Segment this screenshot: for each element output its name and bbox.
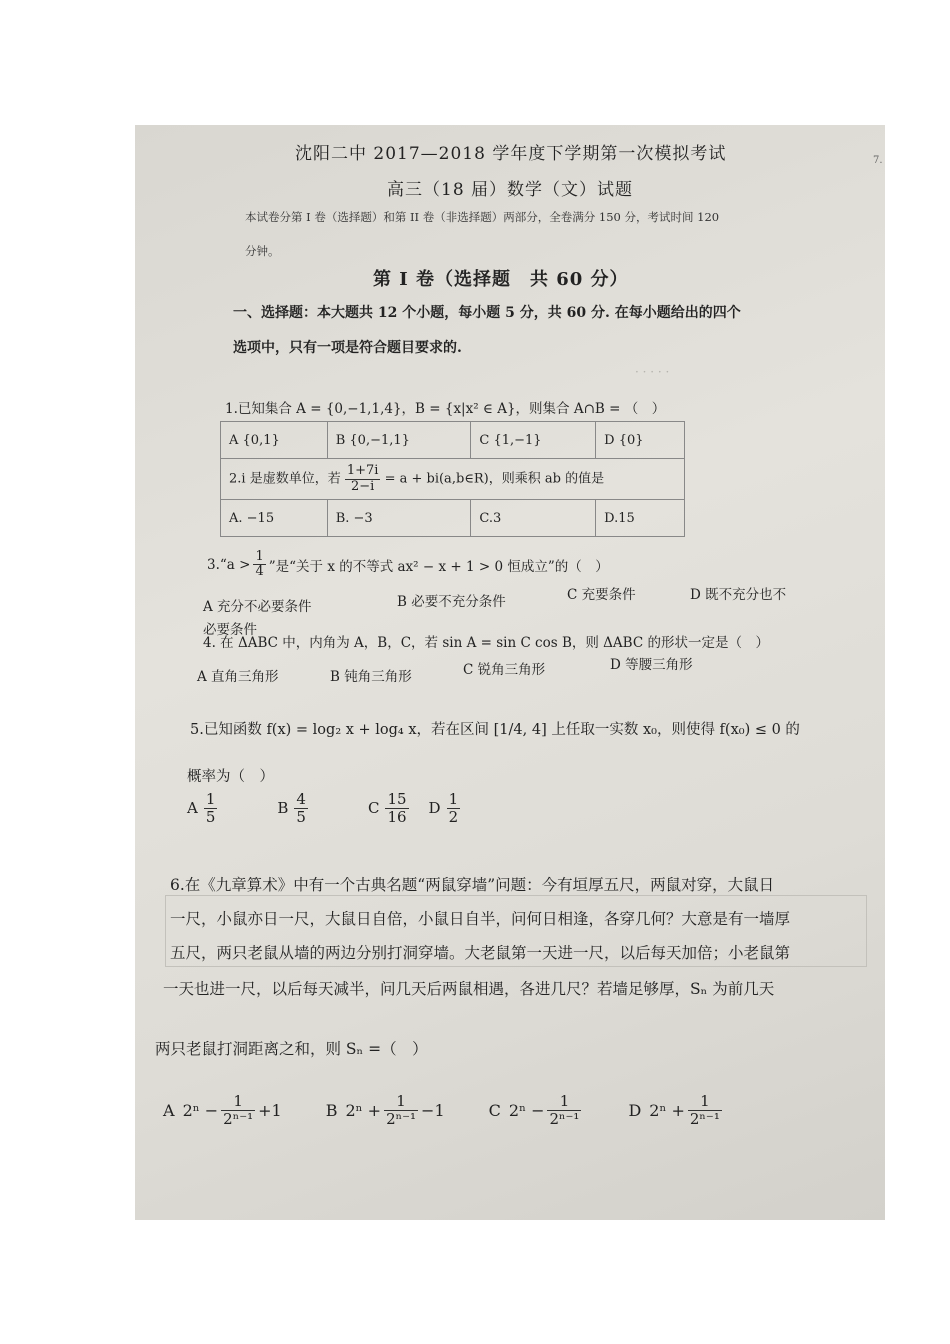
question-6-line-3: 五尺，两只老鼠从墙的两边分别打洞穿墙。大老鼠第一天进一尺，以后每天加倍；小老鼠第 (170, 944, 791, 962)
q1-option-a: A {0,1} (221, 422, 328, 459)
q1-option-d: D {0} (596, 422, 685, 459)
q6-option-a: A 2ⁿ − $\frac{1}{\text{2ⁿ⁻¹}}$ +1 (163, 1092, 282, 1128)
q3-fraction: $\frac{1}{4}$ (255, 549, 264, 580)
q6-options (163, 1093, 769, 1127)
question-6-line-1: 6.在《九章算术》中有一个古典名题“两鼠穿墙”问题：今有垣厚五尺，两鼠对穿，大鼠日 (170, 876, 775, 894)
q1-option-c: C {1,−1} (471, 422, 596, 459)
question-1-2-table (220, 421, 685, 537)
exam-paper (135, 125, 885, 1220)
q4-option-d: D 等腰三角形 (610, 657, 693, 673)
q2-fraction: $\frac{1+7i}{2-i}$ (346, 463, 379, 494)
q5-option-a: A $\frac{1}{5}$ (187, 790, 216, 826)
q4-option-c: C 锐角三角形 (463, 662, 546, 678)
question-6-line-2: 一尺，小鼠亦日一尺，大鼠日自倍，小鼠日自半，问何日相逢，各穿几何？大意是有一墙厚 (170, 910, 791, 928)
question-5-stem-cont: 概率为（ ） (187, 769, 274, 785)
question-5-stem: 5.已知函数 f(x) = log₂ x + log₄ x，若在区间 [1/4, 4] 上任取一实数 x₀，则使得 f(x₀) ≤ 0 的 (190, 722, 800, 738)
q2-option-c: C.3 (471, 500, 596, 537)
exam-subtitle: 高三（18 届）数学（文）试题 (387, 180, 634, 200)
question-2-stem: 2.i 是虚数单位，若 $\frac{1+7i}{2-i}$ = a + bi(a,b∈R)，则乘积 ab 的值是 (221, 459, 685, 500)
q3-option-a: A 充分不必要条件 (203, 599, 312, 615)
question-1-stem: 1.已知集合 A = {0,−1,1,4}，B = {x|x² ∈ A}，则集合 A∩B = （ ） (225, 401, 666, 417)
q3-option-b: B 必要不充分条件 (397, 594, 506, 610)
part-heading: 第 I 卷（选择题 共 60 分） (373, 269, 629, 290)
q5-options (187, 791, 460, 825)
question-3-stem: 3.“a > $\frac{1}{4}$ ”是“关于 x 的不等式 ax² − x + 1 > 0 恒成立”的（ ） (207, 549, 609, 580)
q5-option-b: B $\frac{4}{5}$ (277, 790, 306, 826)
bleed-through-text: · · · · · (635, 365, 670, 379)
q2-option-b: B. −3 (327, 500, 471, 537)
section-instructions-cont: 选项中，只有一项是符合题目要求的. (233, 340, 462, 356)
corner-mark: 7. (873, 155, 883, 166)
q3-option-d-wrap: 必要条件 (203, 622, 257, 638)
question-4-stem: 4. 在 ΔABC 中，内角为 A，B，C，若 sin A = sin C cos B，则 ΔABC 的形状一定是（ ） (203, 635, 769, 651)
q6-option-b: B 2ⁿ + $\frac{1}{\text{2ⁿ⁻¹}}$ −1 (325, 1092, 445, 1128)
q4-option-b: B 钝角三角形 (330, 669, 412, 685)
question-6-line-4: 一天也进一尺，以后每天减半，问几天后两鼠相遇，各进几尺？若墙足够厚，Sₙ 为前几天 (163, 980, 775, 998)
q5-option-c: C $\frac{15}{16}$ (367, 790, 407, 826)
q2-option-d: D.15 (596, 500, 685, 537)
intro-text: 本试卷分第 I 卷（选择题）和第 II 卷（非选择题）两部分，全卷满分 150 分，考试时间 120 (245, 210, 720, 224)
q1-option-b: B {0,−1,1} (327, 422, 471, 459)
q3-option-c: C 充要条件 (567, 587, 636, 603)
q6-option-c: C 2ⁿ − $\frac{1}{\text{2ⁿ⁻¹}}$ (488, 1092, 580, 1128)
question-6-line-5: 两只老鼠打洞距离之和，则 Sₙ =（ ） (155, 1040, 428, 1058)
section-instructions: 一、选择题：本大题共 12 个小题，每小题 5 分，共 60 分. 在每小题给出的四个 (233, 305, 741, 321)
exam-title: 沈阳二中 2017—2018 学年度下学期第一次模拟考试 (295, 144, 727, 164)
intro-text-cont: 分钟。 (245, 244, 280, 258)
q2-option-a: A. −15 (221, 500, 328, 537)
q6-option-d: D 2ⁿ + $\frac{1}{\text{2ⁿ⁻¹}}$ (628, 1092, 720, 1128)
q4-option-a: A 直角三角形 (197, 669, 279, 685)
q3-option-d: D 既不充分也不 (690, 587, 787, 603)
q5-option-d: D $\frac{1}{2}$ (428, 790, 459, 826)
